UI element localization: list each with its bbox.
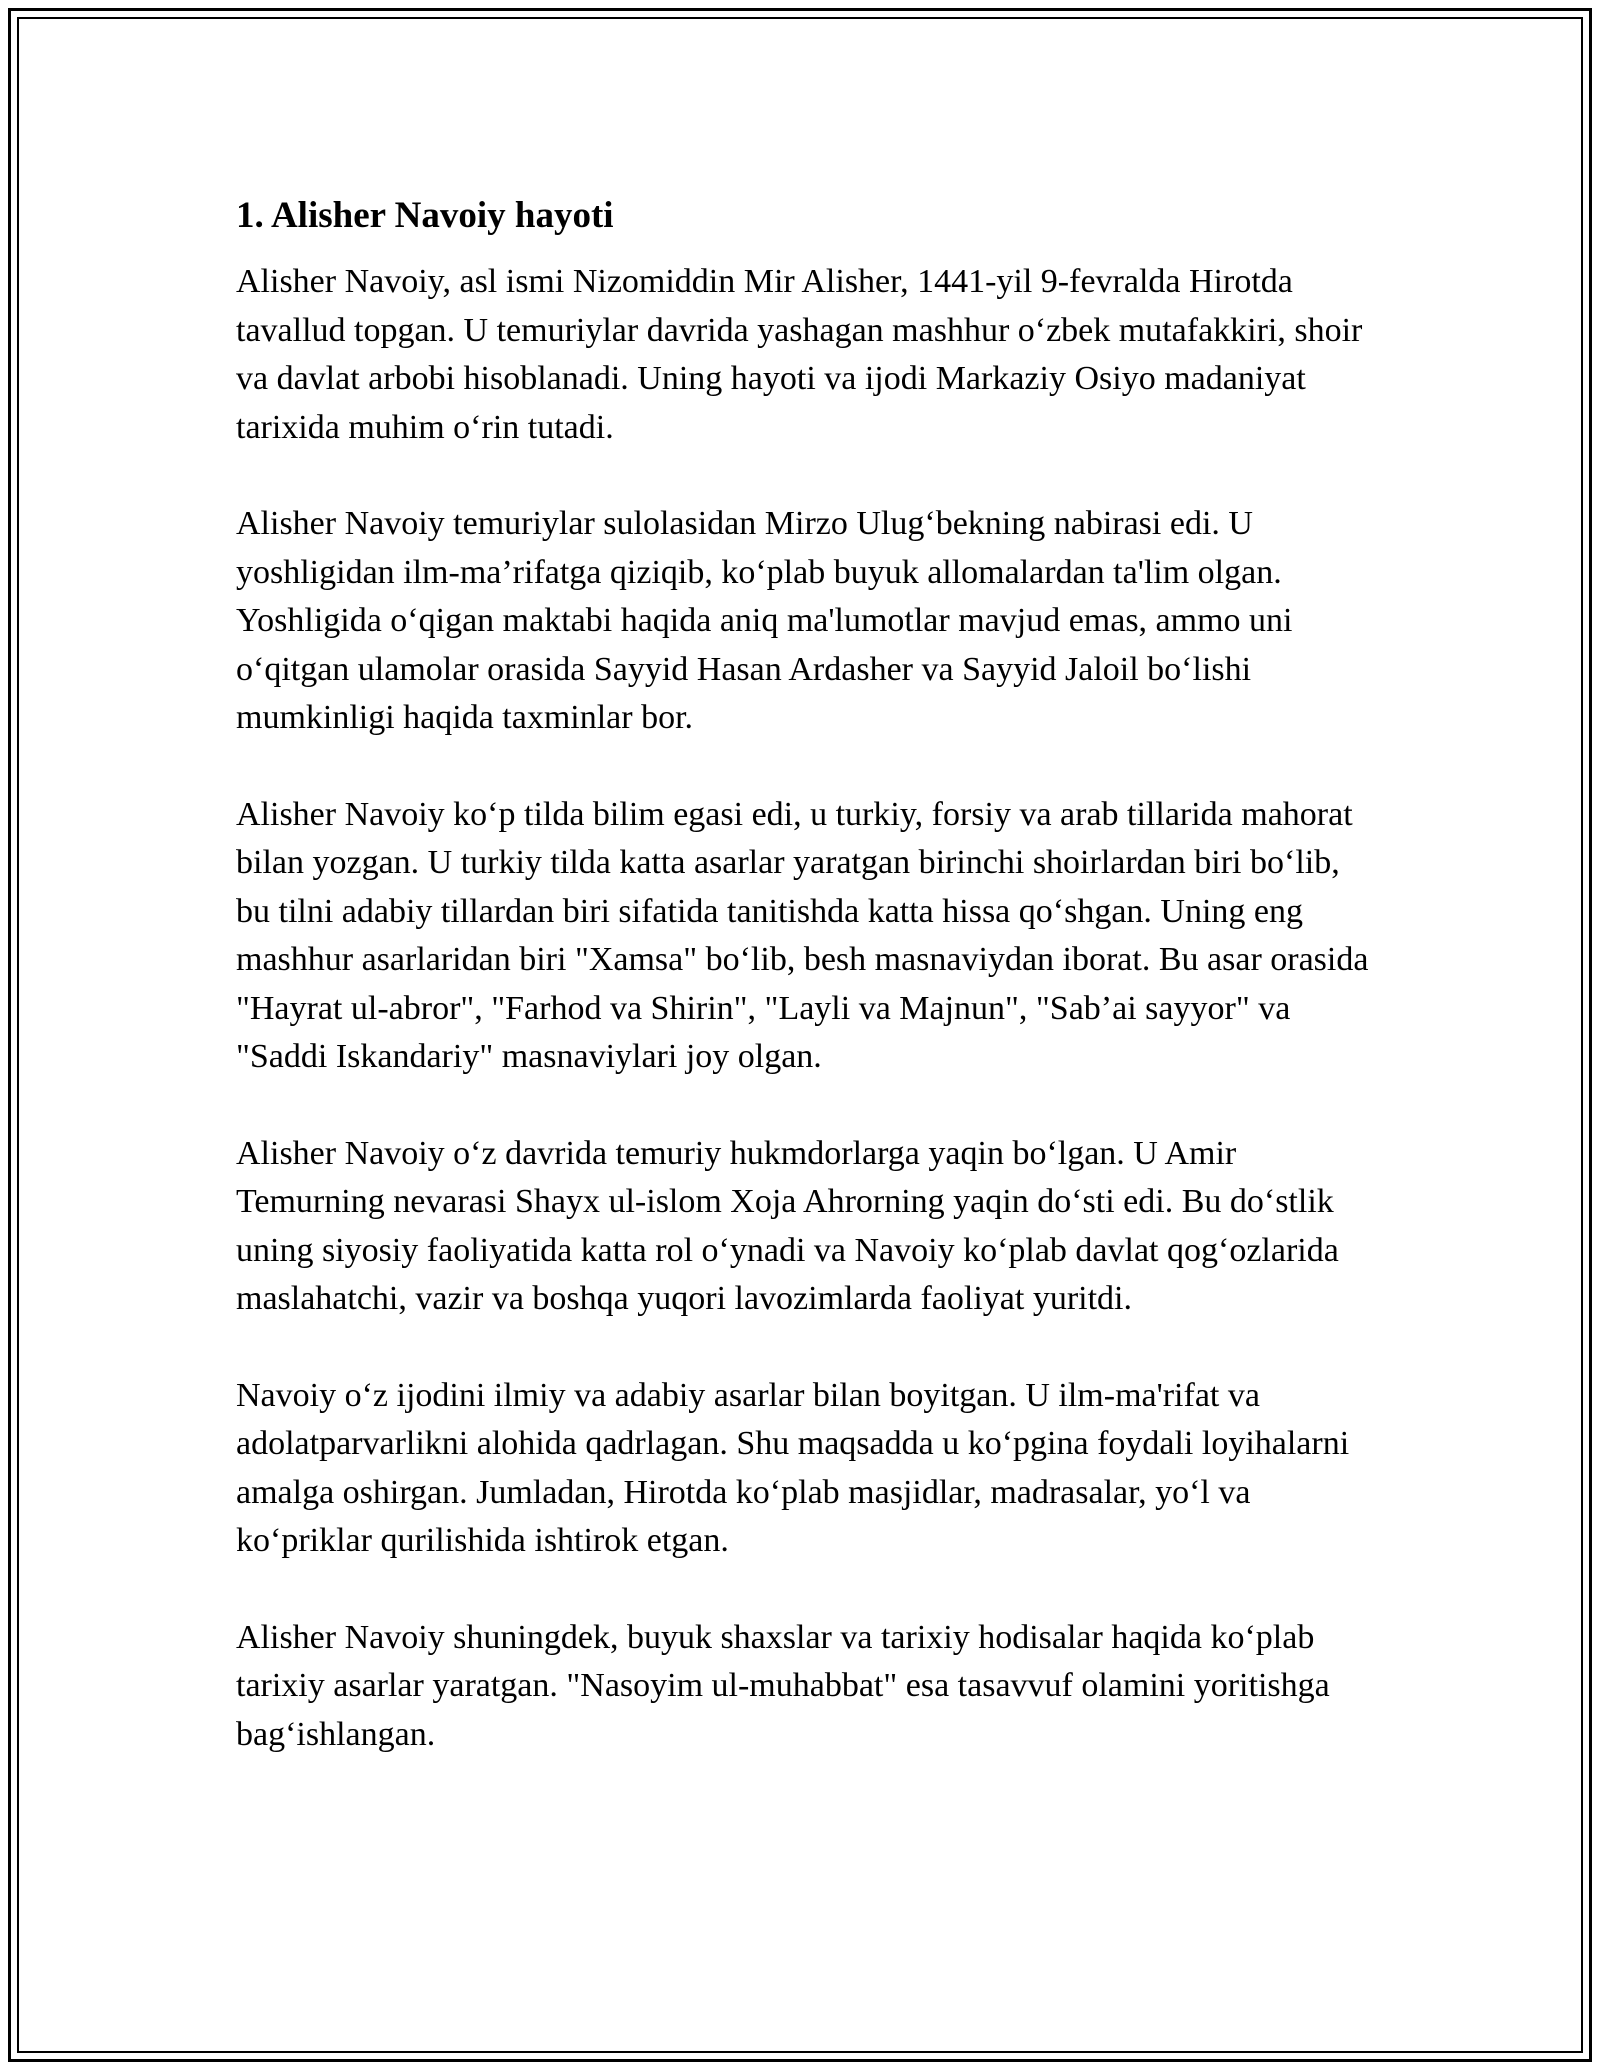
page-title: 1. Alisher Navoiy hayoti — [236, 195, 614, 236]
paragraph-4: Alisher Navoiy o‘z davrida temuriy hukmdorlarga yaqin bo‘lgan. U Amir Temurning nevarasi Shayx ul-islom Xoja Ahrorning yaqin do‘sti edi. Bu do‘stlik uning siyosiy faoliyatida katta rol o‘ynadi va Navoiy ko‘plab davlat qog‘ozlarida maslahatchi, vazir va boshqa yuqori lavozimlarda faoliyat yuritdi. — [236, 1134, 1339, 1317]
paragraph-6: Alisher Navoiy shuningdek, buyuk shaxslar va tarixiy hodisalar haqida ko‘plab tarixiy asarlar yaratgan. "Nasoyim ul-muhabbat" esa tasavvuf olamini yoritishga bag‘ishlangan. — [236, 1618, 1330, 1753]
paragraph-3: Alisher Navoiy ko‘p tilda bilim egasi edi, u turkiy, forsiy va arab tillarida mahorat bilan yozgan. U turkiy tilda katta asarlar yaratgan birinchi shoirlardan biri bo‘lib, bu tilni adabiy tillardan biri sifatida tanitishda katta hissa qo‘shgan. Uning eng mashhur asarlaridan biri "Xamsa" bo‘lib, besh masnaviydan iborat. Bu asar orasida "Hayrat ul-abror", "Farhod va Shirin", "Layli va Majnun", "Sab’ai sayyor" va "Saddi Iskandariy" masnaviylari joy olgan. — [236, 795, 1369, 1075]
paragraph-1: Alisher Navoiy, asl ismi Nizomiddin Mir Alisher, 1441-yil 9-fevralda Hirotda tavallud topgan. U temuriylar davrida yashagan mashhur o‘zbek mutafakkiri, shoir va davlat arbobi hisoblanadi. Uning hayoti va ijodi Markaziy Osiyo madaniyat tarixida muhim o‘rin tutadi. — [236, 263, 1363, 446]
document-body — [236, 188, 1376, 1759]
paragraph-5: Navoiy o‘z ijodini ilmiy va adabiy asarlar bilan boyitgan. U ilm-ma'rifat va adolatparvarlikni alohida qadrlagan. Shu maqsadda u ko‘pgina foydali loyihalarni amalga oshirgan. Jumladan, Hirotda ko‘plab masjidlar, madrasalar, yo‘l va ko‘priklar qurilishida ishtirok etgan. — [236, 1376, 1350, 1559]
paragraph-2: Alisher Navoiy temuriylar sulolasidan Mirzo Ulug‘bekning nabirasi edi. U yoshligidan ilm-ma’rifatga qiziqib, ko‘plab buyuk allomalardan ta'lim olgan. Yoshligida o‘qigan maktabi haqida aniq ma'lumotlar mavjud emas, ammo uni o‘qitgan ulamolar orasida Sayyid Hasan Ardasher va Sayyid Jaloil bo‘lishi mumkinligi haqida taxminlar bor. — [236, 505, 1293, 736]
